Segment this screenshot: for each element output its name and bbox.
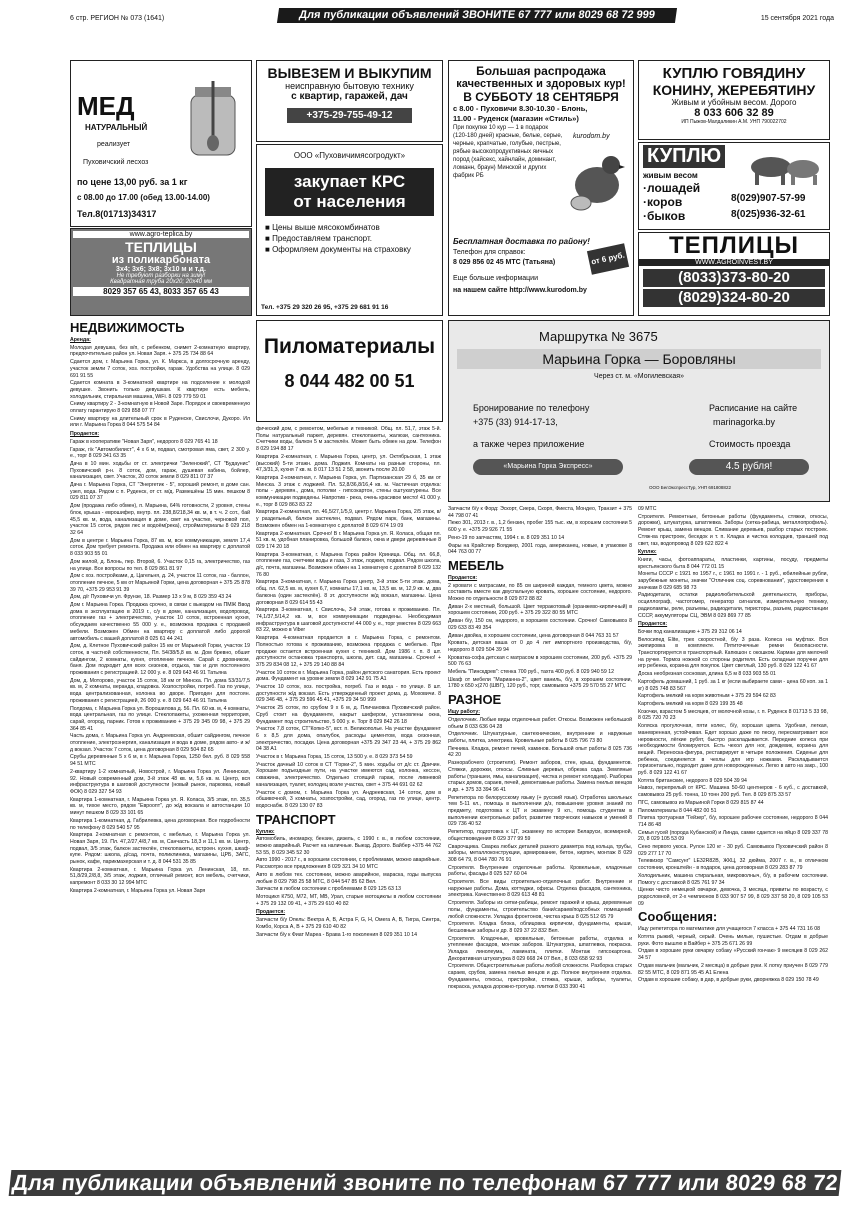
beef-title: КУПЛЮ ГОВЯДИНУ	[662, 65, 806, 82]
list-furniture	[448, 583, 632, 691]
classified-ad: Срубы деревянные 5 х 6 м, в г. Марьина Горка, 1250 бел. руб. 8 029 558 94 51 МТС	[70, 754, 250, 768]
classified-ad: Дом жилой, д. Блонь, пер. Второй, 6. Участок 0,15 га, электричество, газ на улице. Все вопросы по тел. 8 029 861 81 97	[70, 558, 250, 572]
classified-ad: Сдается комната в 3-комнатной квартире на подселение к молодой девушке. Звонить только девушкам. К квартире есть мебель, холодильник, стиральная машина, WiFi. 8 029 779 59 01	[70, 380, 250, 400]
greenhouse-note2: Квадратная труба 20х20; 20х40 мм	[110, 279, 212, 285]
classified-ad: Мебель "Пинскдрев": стенка 700 руб., тахта 400 руб. 8 029 940 59 12	[448, 669, 615, 676]
classified-ad: Котята британские, недорого 8 029 504 39 94	[638, 777, 747, 784]
list-builders-cont	[638, 506, 828, 547]
classified-ad: Разнорабочего (строителя). Ремонт заборов, стен, крыш, фундаментов. Стяжки, дорожки, откосы. Сливные деревья, обрезка сада. Земляные работы (траншеи, ямы, канализация), чистка и ремонт колодцев). Разборка старых домов, сараев, печей, демонтажные работы. Замена гнилых венцов и др. + 375 33 394 96 41	[448, 760, 632, 793]
honey-phone: Тел.8(01713)34317	[77, 209, 157, 219]
honey-jar-icon	[181, 81, 243, 161]
greenhouse-note: Не требуют разборки на зиму!	[116, 273, 206, 279]
chicken-title2: качественных и здоровых кур!	[456, 78, 626, 90]
lumber-title: Пиломатериалы	[263, 335, 436, 358]
cattle-title2: от населения	[293, 192, 406, 211]
livestock-sub: живым весом	[643, 171, 698, 180]
greenhouse-sub: из поликарбоната	[111, 254, 211, 266]
classified-ad: Дача в 10 мин. ходьбы от ст. электрички "Зеленокий", СТ "Будаунис" Пуховичский р-н. 8 соток, дом, гараж, душевая кабина, бойлер, канализация, свет. Участок, 20 соток земли 8 029 811 07 37	[70, 460, 250, 481]
ad-livestock	[638, 142, 830, 230]
classified-ad: Котята рыжий, черный, серый. Очень милые, пушистые. Отдам в добрые руки. Фото вышлю в Вайбер + 375 25 671 26 99	[638, 934, 828, 947]
subheading-sale-transport: Продается:	[256, 909, 286, 916]
classified-ad: Доска необрезная сосновая, длина 6,5 м 8 033 903 55 01	[638, 671, 776, 678]
classified-ad: Семья гусей (порода Кубанской) и Линда, самки сдается на яйцо 8 029 337 78 20, 8 029 105 53 09	[638, 829, 828, 843]
ad-honey	[70, 60, 252, 227]
classified-ad: Пежо 301, 2013 г. в., 1,2 бензин, пробег 155 тыс. км, в хорошем состоянии 5 600 у. е. +375 29 926 71 55	[448, 520, 632, 534]
ad-greenhouse-right	[638, 232, 830, 316]
classified-ad: Диван двойка, в хорошем состоянии, цена договорная 8 044 763 31 57	[448, 632, 619, 639]
classified-ad: Кровать, детская ваша от 0 до 4 лет импортного производства, б/у, недорого 8 029 504 39 94	[448, 640, 632, 653]
chicken-logo: kurodom.by	[573, 133, 610, 140]
column-2	[256, 426, 441, 1166]
classified-ad: Бочки под канализацию + 375 29 312 06 14	[638, 628, 742, 635]
buyback-line2: с квартир, гаражей, дач	[291, 91, 408, 102]
issue-date: 15 сентября 2021 года	[760, 15, 834, 22]
classified-ad: Строителя. Внутренние отделочные работы. Кровельные, кладочные работы, фасады 8 025 527 60 04	[448, 864, 632, 878]
classified-ad: Ищу репетитора по математике для учащегося 7 класса + 375 44 731 16 08	[638, 926, 821, 933]
beef-title2: КОНИНУ, ЖЕРЕБЯТИНУ	[652, 82, 816, 98]
classified-ad: Квартира 2-комнатная, г. Марьина Горка ул. Новая Заря	[70, 887, 206, 894]
classified-ad: Полдома, г. Марьина Горка ул. Ворошилова д. 56. Пл. 60 кв. м, 4 комнаты, вода центральная, газ по улице. Стеклопакеты, ухоженная территория, сарай, огород, парник. Готов к проживанию + 375 29 345 09 98, + 375 29 364 85 41	[70, 705, 250, 732]
chicken-more: Еще больше информации	[453, 275, 538, 282]
ad-greenhouse-left	[70, 228, 252, 316]
list-job-search	[448, 717, 632, 990]
greenhouse-right-phone-1: (8033)373-80-20	[643, 269, 825, 287]
classified-ad: Коляска прогулочная, пяти колес, б/у, хорошая цвета. Удобная, легкая, маневренная, устойчивая. Едет хорошо даже по песку, пересматривает все неровности, лёгкие рубят, быстро раскладывается. Передние колеса при необходимости блокируются. Есть чехол для ног, дождевик, корзина для вещей. Переноска-фигура, реставрирует в четыре положения. Сиденье для ребенка, соединяется в чехлы для игр ножками. Раскладывается горизонтально, подходит даже для новорожденных. Легко в авто на закр., 100 руб. 8 029 122 41 67	[638, 723, 828, 777]
classified-ad: Картофель мелкий на корм 8 029 199 35 48	[638, 700, 743, 707]
classified-ad: Участок в г. Марьина Горка, 15 соток, 13 500 у. е. 8 029 373 54 59	[256, 754, 413, 761]
bottom-banner: Для публикации объявлений звоните по телефонам 67 777 или 8029 68 72 999	[9, 1170, 842, 1196]
top-banner: Для публикации объявлений ЗВОНИТЕ 67 777 или 8029 68 72 999	[277, 8, 677, 23]
classified-ad: Строителя. Кладочные, кровельные, бетонные работы, отделка и утепление фасадов, монтаж заборов. Штукатурка, шпатлевка, покраска. Укладка линолеума, ламината, плитки. Монтаж гипсокартона. Декоративная штукатурка 8 029 668 24 07 Вел., 8 033 658 92 93	[448, 935, 632, 962]
chicken-icon	[567, 145, 625, 215]
classified-ad: Квартира 4-комнатная продается в г. Марьина Горка, с ремонтом. Полностью готова к проживанию, возможна продажа с мебелью. При продаже остается встроенная кухня с техникой. Дом 1986 г. п. 8 шт. доступности остановка транспорта, школа, дет. сад, магазины. Срочно! + 375 29 834 08 12, + 375 29 140 88 84	[256, 635, 441, 668]
issue-meta: 6 стр. РЕГИОН № 073 (1641)	[70, 15, 165, 22]
classified-ad: Дом с хоз. постройками, д. Цагельня, д. 24, участок 11 соток, газ - баллон, отопление печное, 5 км от Марьиной Горки, цена договорная + 375 25 878 39 70, +375 29 953 91 39	[70, 573, 250, 593]
classified-ad: Дом в центре г. Марьина Горка, 87 кв. м, все коммуникации, земля 17,4 соток. Дом требует ремонта. Продажа или обмен на квартиру с доплатой 8 033 903 55 01	[70, 537, 250, 558]
classified-ad: Квартира 2-комнатная, г. Марьина Горка ул. Ленинская, 18, пл. 51,8/29,2/8,8, 3/5 этаж, лоджия, отличный ремонт, вся мебель, счетчики, капремонт 8 033 30 12 994 МТС	[70, 866, 250, 887]
cattle-title: закупает КРС	[293, 172, 406, 191]
cattle-phone: Тел. +375 29 320 26 95, +375 29 681 91 16	[261, 304, 389, 311]
chicken-title: Большая распродажа	[476, 64, 606, 78]
minibus-app-label: а также через приложение	[473, 439, 585, 449]
honey-price: по цене 13,00 руб. за 1 кг	[77, 177, 188, 187]
classified-ad: Отделочник. Любые виды отделочных работ. Откосы. Возможен небольшой объем 8 033 636 04 28	[448, 716, 632, 730]
subheading-job-search: Ищу работу:	[448, 709, 480, 716]
subheading-buy-transport: Куплю:	[256, 828, 275, 835]
classified-ad: Радиодетали, остатки радиолюбительской деятельности, приборы, осциллограф, частотомер, генератор сигналов, измерительную технику, радиолампы, реле, разъемы, радиодетали, тиристоры, разъем, радиостанции СССР, аккумуляторы СЦ, ЭВМ 8 029 869 77 85	[638, 592, 828, 619]
classified-ad: Авто 1990 - 2017 г., в хорошем состоянии, с проблемами, можно аварийные. Рассмотрю все предложения 8 029 321 34 10 МТС	[256, 857, 441, 871]
classified-ad: Диван б/у, 150 см, недорого, в хорошем состоянии. Срочно! Самовывоз 8 029 633 83 49 354	[448, 618, 632, 631]
classified-ad: Участок дачный 10 соток в СТ "Горки-2", 5 мин. ходьбы от д/с ст. Дричин. Хорошие подъездные пути, на участке имеются сад, колонка, кессон, скважина, электричество. Отдельно стоящий гараж, после ливневой канализация, туалет, колодец возле участка, свет + 375 44 691 02 62	[256, 761, 441, 788]
beef-phone: 8 033 606 32 89	[694, 107, 774, 119]
chicken-body: При покупке 10 кур — 1 в подарок (120-180 дней) красные, белые, серые, черные, крапчатые, голубые, пестрые, рябые высокопродуктивных яичных пород (хайсекс, хайнлайн, доминант, ломанн, браун) Минской и других фабрик РБ	[453, 125, 563, 179]
classified-ad: Участок 10 соток в г. Марьина Горка, район детского санатория. Есть проект дома. Фундамент на уровне земли 8 029 142 91 75 А1	[256, 669, 441, 683]
chicken-schedule1: с 8.00 - Пуховичи 8.30-10.30 - Блонь,	[453, 104, 588, 113]
classified-ad: Запчасти б/у к Форд: Эскорт, Сиера, Скорп, Фиеста, Мондео, Транзит + 375 44 798 07 41	[448, 506, 632, 519]
classified-ad: Квартира 2-комнатная с ремонтом, с мебелью, г. Марьина Горка ул. Новая Заря, 19. Пл. 47,2/27,4/8,7 кв. м, Санчасть 18,3 и 11,1 кв. м. Центр, подвал, 3/5 этаж, балкон застеклён, стеклопакеты, встроен. кухня, шкаф-купе. Рядом: школа, д/сад, почта, поликлиника, магазины, ЦРБ, ЗАГС, рынок, кафе, парикмахерская и т. д. 8 044 531 35 85	[70, 832, 250, 866]
classified-ad: Квартира 2-комнатная, пл. 46,5/27,1/5,9, центр г. Марьина Горка, 2/5 этаж, в/у раздельный, балкон застеклен, подвал. Рядом парк, банк, магазины. Возможен обмен на 1-комнатную с доплатой 8 029 674 19 09	[256, 509, 441, 529]
list-real-estate-cont	[256, 426, 441, 810]
classified-ad: фический дом, с ремонтом, мебелью и техникой. Общ. пл. 51,7, этаж 5-й. Полы натуральный паркет, деревян. стеклопакеты, жалюзи, сантехника. Счетчики воды, балкон 5 м застеклён. Может быть обмен на дом. Телефон 8 029 194 88 17	[256, 426, 441, 453]
list-transport-cont	[448, 506, 632, 556]
classified-ad: Диван 2-х местный, большой. Цвет терракотовый (оранжево-кирпичный) в хорошем состоянии, 200 руб. + 375 29 322 80 55 МТС	[448, 603, 632, 617]
livestock-phone-2: 8(025)936-32-61	[731, 209, 806, 220]
greenhouse-sizes: 3х4; 3х6; 3х8; 3х10 м и т.д.	[116, 266, 206, 273]
classified-ad: Строителя. Кладка блока, облицовка кирпичом, фундаменты, крыши, бесшовные заборы и др. 8 029 37 22 832 Вел.	[448, 921, 632, 934]
greenhouse-phones: 8029 357 65 43, 8033 357 65 43	[73, 287, 249, 296]
classified-ad: Квартира 3-комнатная, г. Свислочь, 3-й этаж, готова к проживанию. Пл. 74,1/37,5/14,2 кв. м, все коммуникации подведены. Необходимая инфраструктура в шаговой доступности! 44 000 у. е., торг уместен 8 029 663 83 22, можно в Viber	[256, 607, 441, 634]
top-bar	[10, 5, 840, 25]
beef-line: Живым и убойным весом. Дорого	[671, 98, 797, 107]
classified-ad: Дом, д. Клетное Пуховичский район 15 км от Марьиной Горки, участок 19 соток, в частной собственности, Пл. 54/38/5,8 кв. м. Дом бревно, обшит сайдингом, 2 комнаты, кухня, отопление печное. Сарай с дровником, баня. Дом подходит для всех сезонов, отдыха, так и для постоянного проживания с регистрацией. 12 000 у. е. 8 029 643 46 91 Татьяна	[70, 643, 250, 677]
classified-ad: Дом, д. Моторово, участок 15 соток, 18 км от Минска. Пл. дома 53/31/7,5 кв. м, 2 комнаты, веранда, кладовка. Хозпостройки, погреб. Газ по улице, вода централизованная, колонка во дворе. Пригоден для постоян. проживания с регистрацией, 26 000 у. е. 8 029 643 46 91 Татьяна	[70, 677, 250, 704]
classified-ad: Сдается дом, г. Марьина Горка, ул. К. Маркса, в долгосрочную аренду, участок земли 7 соток, хоз. постройки, гараж. Удобства на улице. 8 029 691 91 55	[70, 359, 250, 379]
ad-chicken-sale	[448, 60, 634, 316]
chicken-delivery: Бесплатная доставка по району!	[453, 237, 590, 246]
list-rent	[70, 345, 250, 429]
classified-ad: Отдам в хорошие собаку, в дар, в добрые руки, дворняжка 8 029 150 78 49	[638, 977, 819, 984]
honey-hours: с 08.00 до 17.00 (обед 13.00-14.00)	[77, 193, 210, 202]
chicken-tel-label: Телефон для справок:	[453, 249, 526, 256]
chicken-schedule2: 11.00 - Руденск (магазин «Стиль»)	[453, 114, 579, 123]
classified-ad: Щенки чисто немецкой овчарки, девочка, 3 месяца, привиты по возрасту, с родословной, от 2-х чемпионов 8 033 907 57 99, 8 029 337 58 20, 8 029 105 53 09	[638, 887, 828, 907]
cattle-b3: Оформляем документы на страховку	[272, 245, 411, 254]
honey-sub3: Пуховичский лесхоз	[83, 159, 149, 166]
classified-ad: Сниму квартиру на длительный срок в Руденске, Свислочи, Дукоро. Ил или г. Марьина Горка 8 044 575 54 84	[70, 415, 250, 429]
classified-ad: Сено первого укоса. Рулон 120 кг - 30 руб. Самовывоз Пуховичский район 8 029 277 17 70	[638, 844, 828, 857]
section-furniture: МЕБЕЛЬ	[448, 557, 504, 573]
classified-ad: Сварочщика. Сварка любых деталей разного диаметра под кольца, трубы, заборы, металлоконструкции, армирование, бетон, кирпич, монтаж 8 029 308 64 79, 8 044 780 76 91	[448, 843, 632, 863]
classified-ad: Картофель мелкий на корм животным + 375 29 594 62 83	[638, 693, 776, 700]
cattle-b1: Цены выше мясокомбинатов	[272, 223, 380, 232]
classified-ad: Строителя. Все виды строительно-отделочных работ. Внутренние и наружные работы. Дома, коттеджи, офисы. Отделка фасадов, сантехника, электрика. Качественно 8 029 613 48 81	[448, 879, 632, 899]
section-transport: ТРАНСПОРТ	[256, 811, 336, 827]
classified-ad: Молодая девушка, без в/п, с ребенком, снимет 2-комнатную квартиру, предпочтительно район ул. Новая Заря. + 375 25 734 88 64	[70, 344, 250, 358]
cattle-bullet-1: ■ Цены выше мясокомбинатов	[265, 223, 380, 232]
classified-ad: Строителя. Общестроительные работы любой сложности. Разборка старых сараев, срубов, замена гнилых венцов и др. Полное внутренняя отделка. Фундаменты, откосы, пристройки, стяжка, крыши, заборы, туалеты, покраска, укладка дорожно-тротуар. плитки 8 033 390 41	[448, 963, 632, 990]
classified-ad: 2 кровати с матрасами, по 85 см шириной каждая, темного цвета, можно составить вместе как двуспальную кровать, хорошее состояние, недорого. Можно по отдельности 8 029 872 88 82	[448, 582, 632, 603]
classified-ad: Плитка тротуарная "Гейзер", б/у, хорошее рабочее состояние, недорого 8 044 714 86 48	[638, 815, 828, 828]
cattle-b2: Предоставляем транспорт.	[272, 234, 372, 243]
buyback-phone: +375-29-755-49-12	[287, 108, 412, 123]
classified-ad: Квартира 2-комнатная, г. Марьина Горка, центр, ул. Октябрьская, 1 этаж (высокий) 5-ти этажн. дома. Лоджия. Комнаты на разные стороны, пл. 47,3/31,3, кухня 7 кв. м. 8 017 13 51 2 58, звонить после 20.00	[256, 453, 441, 474]
greenhouse-site: www.agro-teplica.by	[73, 231, 249, 238]
classified-ad: Шкаф от мебели "Марианна-2", цвет ваниль, б/у, в хорошем состоянии, 1780 х 650 х(270 (ШВГ), 120 руб., торг, самовывоз +375 29 570 55 27 МТС	[448, 676, 632, 690]
classified-ad: Холодильник, машина стиральная, микроволныч, б/у, в рабочем состоянии. Помогу с доставкой 8 025 761 97 34	[638, 872, 828, 886]
section-misc: РАЗНОЕ	[448, 692, 502, 708]
chicken-price-badge: от 6 руб.	[587, 243, 629, 274]
classified-ad: Дом г. Марьина Горка. Продажа срочно, в связи с выездом на ПМЖ Ввод дома в эксплуатацию в 2019 г., с/у в доме, канализация, водопровод, отопление газ + электричество, участок 10 соток, встроенная кухня, обсуждаем качественно 55 000 у. е., возможна продажа с продажей мебели. Возможен Обмен на квартиру с доплатой либо дорогой автомобиль с вашей доплатой 8 025 61 44 241	[70, 602, 250, 642]
subheading-sale-misc: Продается:	[638, 621, 668, 628]
classified-ad: Мотоцикл К750, М72, МТ, МВ, Урал, старые мотоциклы в любом состоянии + 375 29 132 09 41, + 375 29 610 40 82	[256, 894, 441, 907]
column-4	[638, 506, 828, 1166]
list-messages	[638, 926, 828, 984]
classified-ad: Строителя. Ремонтные, бетонные работы (фундаменты, стяжки, откосы, дорожки), штукатурка, шпатлевка. Заборы (сетка-рабица, металлопрофиль). Ремонт крыш, замена венцов. Сливание деревьев, разбор старых построек. Стяж-ва пристроек, беседок и т. п. Кладка и чистка колодцев, траншей под свет, газ, водопровод 8 029 622 822 4	[638, 513, 828, 547]
honey-sub: НАТУРАЛЬНЫЙ	[85, 123, 148, 132]
ad-lumber	[256, 320, 443, 422]
classified-ad: Квартира 2-комнатная. Срочно! В г. Марьина Горка ул. Я. Коласа, общая пл. 51 кв. м, удобная планировка, большой балкон, окна и двери деревянные 8 029 174 20 18	[256, 530, 441, 550]
buyback-title: ВЫВЕЗЕМ И ВЫКУПИМ	[267, 65, 432, 81]
column-1	[70, 318, 250, 1166]
chicken-date: В СУББОТУ 18 СЕНТЯБРЯ	[463, 90, 619, 104]
classified-ad: Дом (продажа либо обмен), п. Марьина, 64% готовности, 2 уровня, стены блок, крыша - еврошифер, внутр. пл. 238,8/218,34 кв. м, в т. ч. 2 сот., бай 45,5 кв. м, вода, канализация в доме, свет на участке, черновой пол, участок 15 соток, рядом лес и водоём(река), стройматериалы 8 029 218 32 64	[70, 503, 250, 536]
classified-ad: Печника. Кладка, ремонт печей, каминов. Большой опыт работы 8 025 736 42 20	[448, 745, 632, 759]
classified-ad: Квартира 2-комнатная, г. Марьина Горка, ул. Партизанская 29 б, 35 км от Минска. 3 этаж с лоджией. Пл. 52,8/36,8/16,4 кв. м. Частичная отделка: полы - деревян., дома, потолки - гипсокартон, стены оштукатурены. Все коммуникации подведены. Напротив - река, очень красивое место! 41 000 у. е., торг 8 029 863 83 22	[256, 474, 441, 508]
minibus-title: Маршрутка № 3675	[539, 329, 658, 344]
livestock-item-3: ·быков	[643, 209, 686, 223]
minibus-legal: ООО БелЭкспрессТур, УНП 691808822	[649, 485, 731, 490]
cattle-bullet-3: ■ Оформляем документы на страховку	[265, 245, 411, 254]
greenhouse-right-title: ТЕПЛИЦЫ	[668, 232, 800, 259]
section-real-estate: НЕДВИЖИМОСТЬ	[70, 320, 185, 335]
livestock-item-2: ·коров	[643, 195, 683, 209]
greenhouse-title: ТЕПЛИЦЫ	[125, 239, 197, 255]
minibus-fare-label: Стоимость проезда	[709, 439, 791, 449]
classified-ad: Козочки, взрастом 5 месяцев, от молочной козы, г. п. Руденск 8 01713 5 33 98, 8 025 720 70 23	[638, 708, 828, 722]
cattle-bullet-2: ■ Предоставляем транспорт.	[265, 234, 372, 243]
classified-ad: Часть дома, г. Марьина Горка ул. Андреевская, обшит сайдингом, печное отопление, электроэнергия, канализация и вода в доме, рядом авто- и ж/д вокзал. Участок 7 соток, цена договорная 8 029 504 82 65	[70, 733, 250, 753]
greenhouse-right-phone-2: (8029)324-80-20	[643, 289, 825, 307]
buyback-line1: неисправную бытовую технику	[285, 81, 414, 91]
classified-ad: Гараж в кооперативе "Новая Заря", недорого 8 029 765 41 18	[70, 438, 218, 445]
classified-ad: Дом, д/г Пуховичи ул. Фрунзе, 18. Размер 13 х 9 м, 8 029 359 43 24	[70, 594, 232, 601]
classified-ad: Рено-19 по запчастям, 1994 г. в. 8 029 351 10 14	[448, 534, 565, 541]
classified-ad: Книги, часы, фотоаппараты, пластинки, картины, посуду, предметы крестьянского быта 8 044 772 01 15	[638, 556, 828, 570]
livestock-title: КУПЛЮ	[643, 145, 725, 168]
list-transport-sale	[256, 917, 441, 938]
classified-ad: Квартира 1-комнатная, г. Марьина Горка ул. Я. Коласа, 3/5 этаж, пл. 35,5 кв. м, тихое место, рядом "Евроопт", до ж/д вокзала и автостанции 10 минут пешком 8 029 33 101 65	[70, 796, 250, 817]
cattle-org: ООО «Пуховичимясогродукт»	[293, 151, 406, 160]
list-transport-buy	[256, 836, 441, 907]
classified-ad: Сниму квартиру 2 - 3-комнатную в Новой Заре. Порядок и своевременную оплату гарантирую 8 029 858 07 77	[70, 401, 250, 415]
subheading-rent: Аренда:	[70, 337, 91, 343]
classified-ad: Участок 7,8 соток, СТ"Копко-5", вст. п. Великополье. На участке фундамент 6 х 8,5 для дома, опалубок, расходы цементом, вода сезонная, электричество, посадки. Цена договорная +375 29 347 23 44, + 375 29 862 04 38 А1	[256, 726, 441, 753]
classified-ad: 09 МТС	[638, 506, 657, 512]
classified-ad: Навоз, перепрелый от КРС. Машина 50-60 центнеров - 6 куб., с доставкой, самовывоз 25 руб. тонна, 10 тонн 200 руб. Тел. 8 029 875 33 57	[638, 785, 828, 799]
column-3	[448, 506, 632, 1166]
list-buy-misc	[638, 557, 828, 619]
subheading-buy-misc: Куплю:	[638, 549, 657, 556]
classified-ad: Велосипед Elite, трех скоростной, б/у 3 раза. Колеса на муфтах. Вся экипировка в комплекте. Пятиточечные ремни безопасности. Транспортируется в транспортный. Капюшон с окошком. Карман для мелочей на ручке. Тормоз ножной со стороны родителя. Есть складные поручни для игр ребенка, корзина для покупок. Цвет светлый, 130 руб. 8 029 122 41 67	[638, 636, 828, 670]
chicken-site: на нашем сайте http://www.kurodom.by	[453, 287, 587, 294]
classified-ad: Картофель домашний, 1 руб. за 1 кг (если выбираете сами - цена 60 коп. за 1 кг) 8 025 748 83 567	[638, 678, 828, 692]
classified-ad: 2-квартиру 1-2 комнатный, Новострой, г. Марьина Горка ул. Ленинская, 92. Новый современный дом, 3-й этаж 48 кв. м, 5,6 кв. м. Центр, вся инфраструктура в шаговой доступности (новый рынок, парковка, новый ФОК) 8 029 327 54 93	[70, 768, 250, 795]
classified-ad: Отдам в хорошие руки овчарку собаку «Русский гончак» 9 месяцев 8 029 262 34 57	[638, 948, 828, 962]
classified-ad: Гараж, г/к "Автомобилист", 4 х 6 м, подвал, смотровая яма, свет, 2 300 у. е., торг 8 029 341 63 35	[70, 446, 250, 460]
subheading-sale-furniture: Продается:	[448, 574, 478, 581]
classified-ad: Монеты СССР с 1921 по 1957 г., с 1961 по 1991 г. - 1 руб., юбилейные рубли, зарубежные монеты, значки "Отличник соц. соревнования", удостоверения к значкам 8 029 685 98 73	[638, 571, 828, 591]
minibus-via: Через ст. м. «Могилевская»	[594, 373, 684, 380]
classified-ad: Автомобиль, иномарку, бензин, дизель, с 1990 г. в., в любом состоянии, можно аварийный. Расчет на наличные. Выезд. Дорого. Вайбер +375 44 762 53 55, 8 029 345 52 30	[256, 836, 441, 856]
greenhouse-right-site: WWW.AGROINVEST.BY	[639, 259, 829, 266]
list-sale	[70, 439, 250, 895]
classified-ad: ПГС, самовывоз из Марьиной Горки 8 029 815 87 44	[638, 799, 764, 806]
ad-cattle	[256, 144, 443, 316]
classified-ad: Строителя. Заборы из сетки-рабицы, ремонт гаражей и крыш, деревянные полы, фундаменты, строительство бани/сараев/подсобных помещений любой сложности. Укладка фронтонов, чистка крыш 8 025 512 65 79	[448, 900, 632, 920]
ad-appliance-buyback	[256, 60, 443, 142]
classified-ad: Репетитора по белорусскому языку (+ русский язык). Отработка школьных тем 5-11 кл., помощь в выполнении д/з, повышение уровня знаний по предмету, подготовка к ЦТ и экзамену 9 кл., помощь студентам в выполнении контрольных работ, развитие творческих навыков и умений 8 029 736 40 52	[448, 794, 632, 828]
livestock-phone-1: 8(029)907-57-99	[731, 193, 806, 204]
ad-minibus	[448, 320, 830, 502]
list-sale-misc	[638, 629, 828, 907]
minibus-price: 4.5 рубля!	[689, 459, 809, 475]
section-messages: Сообщения:	[638, 909, 718, 925]
subheading-sale: Продается:	[70, 431, 100, 438]
classified-ad: Отдам мальчик (мальчик, 2 месяца) в добрые руки. К лотку приучен 8 029 779 82 55 МТС, 8 029 871 95 45 А1 Елена	[638, 962, 828, 976]
horse-cow-icon	[745, 147, 823, 185]
livestock-item-1: ·лошадей	[643, 181, 701, 195]
classified-ad: Участок 10 соток, хоз. постройка, погреб. Газ и вода - по улице. 8 шт. доступности ж/д вокзал. Есть утвержденный проект дома, д. Моховичи. 8 029 346 48, + 375 29 596 45 41, +375 29 34 50 999	[256, 684, 441, 704]
classified-ad: Квартира 1-комнатная, д. Габрилевка, цена договорная. Все подробности по телефону 8 029 540 57 95	[70, 817, 250, 831]
classified-ad: Запчасти б/у Опель: Вектра А, В, Астра F, G, H, Омега А, В, Тигра, Синтра, Комбо, Корса А, В + 375 29 610 40 82	[256, 917, 441, 930]
classified-ad: Квартира 3-комнатная, г. Марьина Горка центр, 3-й этаж 5-ти этаж. дома, общ. пл. 62,5 кв. м, кухня 6,7, комнаты 17,1 кв. м, 13,5 кв. м, 12,9 кв. м, два балкона (один застеклён). 8 эт. доступности ж/д вокзал, магазины. Цена договорная 8 029 614 55 43	[256, 579, 441, 606]
minibus-booking-phone: +375 (33) 914-17-13,	[473, 417, 558, 427]
classified-ad: Фары на Крайслер Вояджер, 2001 года, американец, новые, в упаковке 8 044 763 00 77	[448, 542, 632, 556]
classified-ad: Квартира 3-комнатная, г. Марьина Горка район Криница. Общ. пл. 66,8, отопление газ, счетчики воды и газа, 3 этаж, лоджия, подвал. Рядом школа, д/с, почта, магазины. Возможен обмен на 1 комнатную с доплатой 8 029 132 76 80	[256, 551, 441, 578]
beef-legal: ИП Пыжов-Малдаликин А.М. УНП 790022702	[681, 119, 787, 125]
classified-ad: Авто в любом тех. состоянии, можно аварийное, мараска, годы выпуска любые 8 029 798 25 58 МТС, 8 044 547 85 62 Вел.	[256, 871, 441, 885]
classified-ad: Запчасти б/у к Фиат Мареа - Брава 1-го поколения 8 029 351 10 14	[256, 931, 417, 938]
classified-ad: Пиломатериалы 8 044 482 00 51	[638, 807, 717, 814]
minibus-booking: Бронирование по телефону	[473, 403, 590, 413]
minibus-schedule: Расписание на сайте	[709, 403, 798, 413]
classified-ad: Отделочник. Штукатурные, сантехнические, внутренние и наружные работы, плитка, электрика. Кровельные работы 8 025 796 73 80	[448, 731, 632, 744]
classified-ad: Участок 25 соток, по срубом 9 х 6 м, д. Пличановка Пуховичский район. Сруб стоит на фундаменте, накрыт шифером, установлены окна, Фундамент под строительство, 5 000 у. е. Торг 8 029 842 26 18	[256, 705, 441, 725]
chicken-tel: 8 029 856 02 45 МТС (Татьяна)	[453, 259, 556, 266]
classified-ad: Кроватка-софа детская с матрасом в хорошем состоянии, 200 руб. +375 29 500 76 63	[448, 654, 632, 668]
classified-ad: Запчасти в любом состоянии с проблемами 8 029 125 63 13	[256, 886, 402, 893]
classified-ad: Телевизор "Самсунг" LE32R82B, ЖКЦ, 32 дюйма, 2007 г. в., в отличном состоянии, кронштейн - в подарок, цена договорная 8 029 283 87 79	[638, 858, 828, 872]
lumber-phone: 8 044 482 00 51	[284, 371, 415, 391]
minibus-site: marinagorka.by	[713, 417, 776, 427]
classified-ad: Дача г. Марьина Горка, СТ "Энергетик - 5", хороший ремонт, в доме сан. узел, вода. Рядом с п. Руденск, от ст. м/д. Размешёны 15 мин. пешком 8 029 811 07 37	[70, 482, 250, 502]
honey-sub2: реализует	[97, 141, 131, 148]
minibus-app-name: «Марьина Горка Экспресс»	[473, 459, 623, 475]
ad-beef	[638, 60, 830, 140]
minibus-route: Марьина Горка — Боровляны	[457, 349, 821, 369]
honey-title: МЕД	[77, 91, 135, 121]
classified-ad: Участок с домом, г. Марьина Горка ул. Андреевская, 14 соток, дом в обшивочной, 3 комнаты, хозпостройки, сад, огород, газ по улице, центр. водоснабж. 8 029 130 07 83	[256, 789, 441, 809]
classified-ad: Репетитор, подготовка к ЦТ, экзамену по истории Беларуси, всемирной, обществоведения 8 029 377 99 59	[448, 829, 632, 842]
